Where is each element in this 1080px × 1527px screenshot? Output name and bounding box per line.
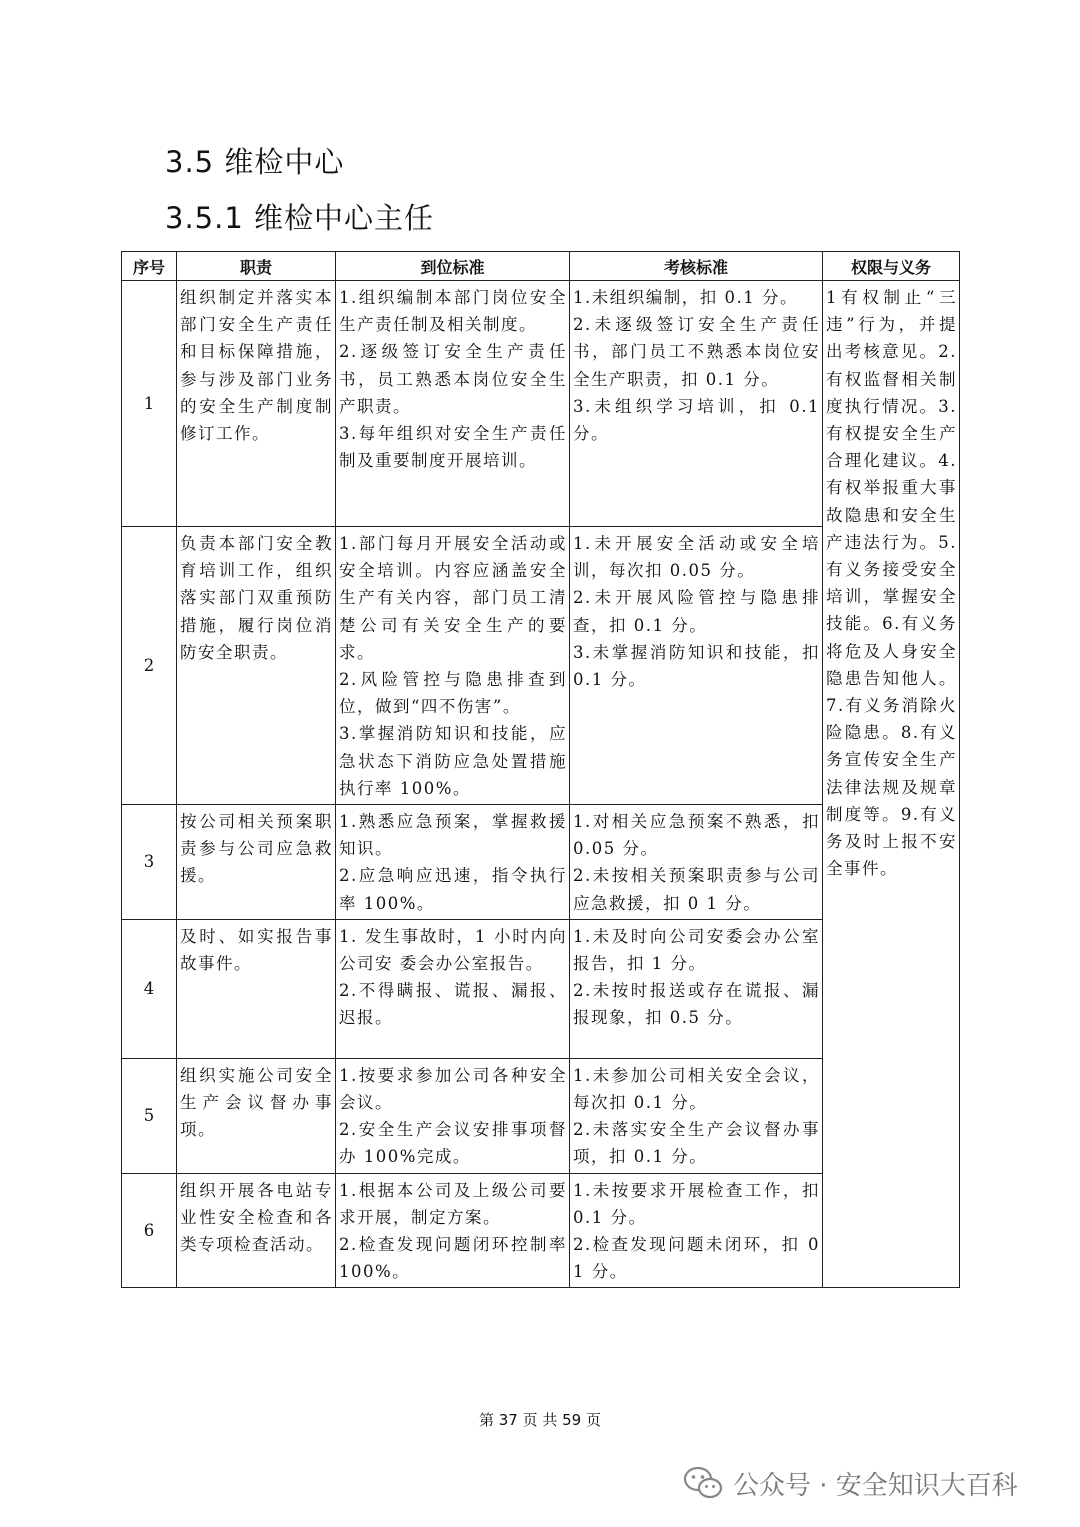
duty-cell: 及时、如实报告事故事件。 [177, 919, 336, 1058]
watermark-text: 公众号 · 安全知识大百科 [733, 1470, 1018, 1501]
duty-cell: 负责本部门安全教育培训工作，组织落实部门双重预防措施，履行岗位消防安全职责。 [177, 527, 336, 805]
assessment-cell: 1.未及时向公司安委会办公室报告，扣 1 分。 2.未按时报送或存在谎报、漏报现象，扣 0.5 分。 [570, 919, 823, 1058]
responsibility-table [121, 251, 960, 1288]
wechat-icon [683, 1465, 723, 1501]
standard-cell: 1.按要求参加公司各种安全会议。 2.安全生产会议安排事项督办 100%完成。 [336, 1058, 570, 1173]
duty-cell: 组织开展各电站专业性安全检查和各类专项检查活动。 [177, 1173, 336, 1288]
header-assessment: 考核标准 [570, 252, 823, 281]
table-header-row [122, 252, 960, 281]
duty-cell: 组织制定并落实本部门安全生产责任和目标保障措施，参与涉及部门业务的安全生产制度制修订工作。 [177, 281, 336, 527]
assessment-cell: 1.未按要求开展检查工作，扣 0.1 分。 2.检查发现问题未闭环，扣 0 1 分。 [570, 1173, 823, 1288]
header-standard: 到位标准 [336, 252, 570, 281]
header-seq: 序号 [122, 252, 177, 281]
standard-cell: 1.组织编制本部门岗位安全生产责任制及相关制度。 2.逐级签订安全生产责任书，员工熟悉本岗位安全生产职责。 3.每年组织对安全生产责任制及重要制度开展培训。 [336, 281, 570, 527]
standard-cell: 1.根据本公司及上级公司要求开展，制定方案。 2.检查发现问题闭环控制率 100%。 [336, 1173, 570, 1288]
row-number: 1 [122, 281, 177, 527]
row-number: 4 [122, 919, 177, 1058]
row-number: 5 [122, 1058, 177, 1173]
assessment-cell: 1.对相关应急预案不熟悉，扣 0.05 分。 2.未按相关预案职责参与公司应急救援，扣 0 1 分。 [570, 805, 823, 920]
duty-cell: 按公司相关预案职责参与公司应急救援。 [177, 805, 336, 920]
header-duty: 职责 [177, 252, 336, 281]
row-number: 2 [122, 527, 177, 805]
rights-cell: 1有权制止“三违”行为，并提出考核意见。2.有权监督相关制度执行情况。3.有权提安全生产合理化建议。4.有权举报重大事故隐患和安全生产违法行为。5.有义务接受安全培训，掌握安全技能。6.有义务将危及人身安全隐患告知他人。7.有义务消除火险隐患。8.有义务宣传安全生产法律法规及规章制度等。9.有义务及时上报不安全事件。 [823, 281, 960, 1288]
standard-cell: 1.部门每月开展安全活动或安全培训。内容应涵盖安全生产有关内容，部门员工清楚公司有关安全生产的要求。 2.风险管控与隐患排查到位，做到“四不伤害”。 3.掌握消防知识和技能，应急状态下消防应急处置措施执行率 100%。 [336, 527, 570, 805]
duty-cell: 组织实施公司安全生产会议督办事项。 [177, 1058, 336, 1173]
row-number: 3 [122, 805, 177, 920]
page-footer: 第 37 页 共 59 页 [478, 1411, 601, 1429]
assessment-cell: 1.未开展安全活动或安全培训，每次扣 0.05 分。 2.未开展风险管控与隐患排查，扣 0.1 分。 3.未掌握消防知识和技能，扣 0.1 分。 [570, 527, 823, 805]
subsection-heading: 3.5.1 维检中心主任 [165, 201, 435, 235]
section-heading: 3.5 维检中心 [165, 145, 345, 179]
table-row [122, 281, 960, 527]
standard-cell: 1. 发生事故时，1 小时内向公司安 委会办公室报告。 2.不得瞒报、谎报、漏报、迟报。 [336, 919, 570, 1058]
assessment-cell: 1.未参加公司相关安全会议，每次扣 0.1 分。 2.未落实安全生产会议督办事项，扣 0.1 分。 [570, 1058, 823, 1173]
row-number: 6 [122, 1173, 177, 1288]
standard-cell: 1.熟悉应急预案，掌握救援知识。 2.应急响应迅速，指令执行率 100%。 [336, 805, 570, 920]
watermark [683, 1463, 1018, 1503]
assessment-cell: 1.未组织编制，扣 0.1 分。 2.未逐级签订安全生产责任 书，部门员工不熟悉本岗位安 全生产职责，扣 0.1 分。 3.未组织学习培训，扣 0.1 分。 [570, 281, 823, 527]
header-rights: 权限与义务 [823, 252, 960, 281]
